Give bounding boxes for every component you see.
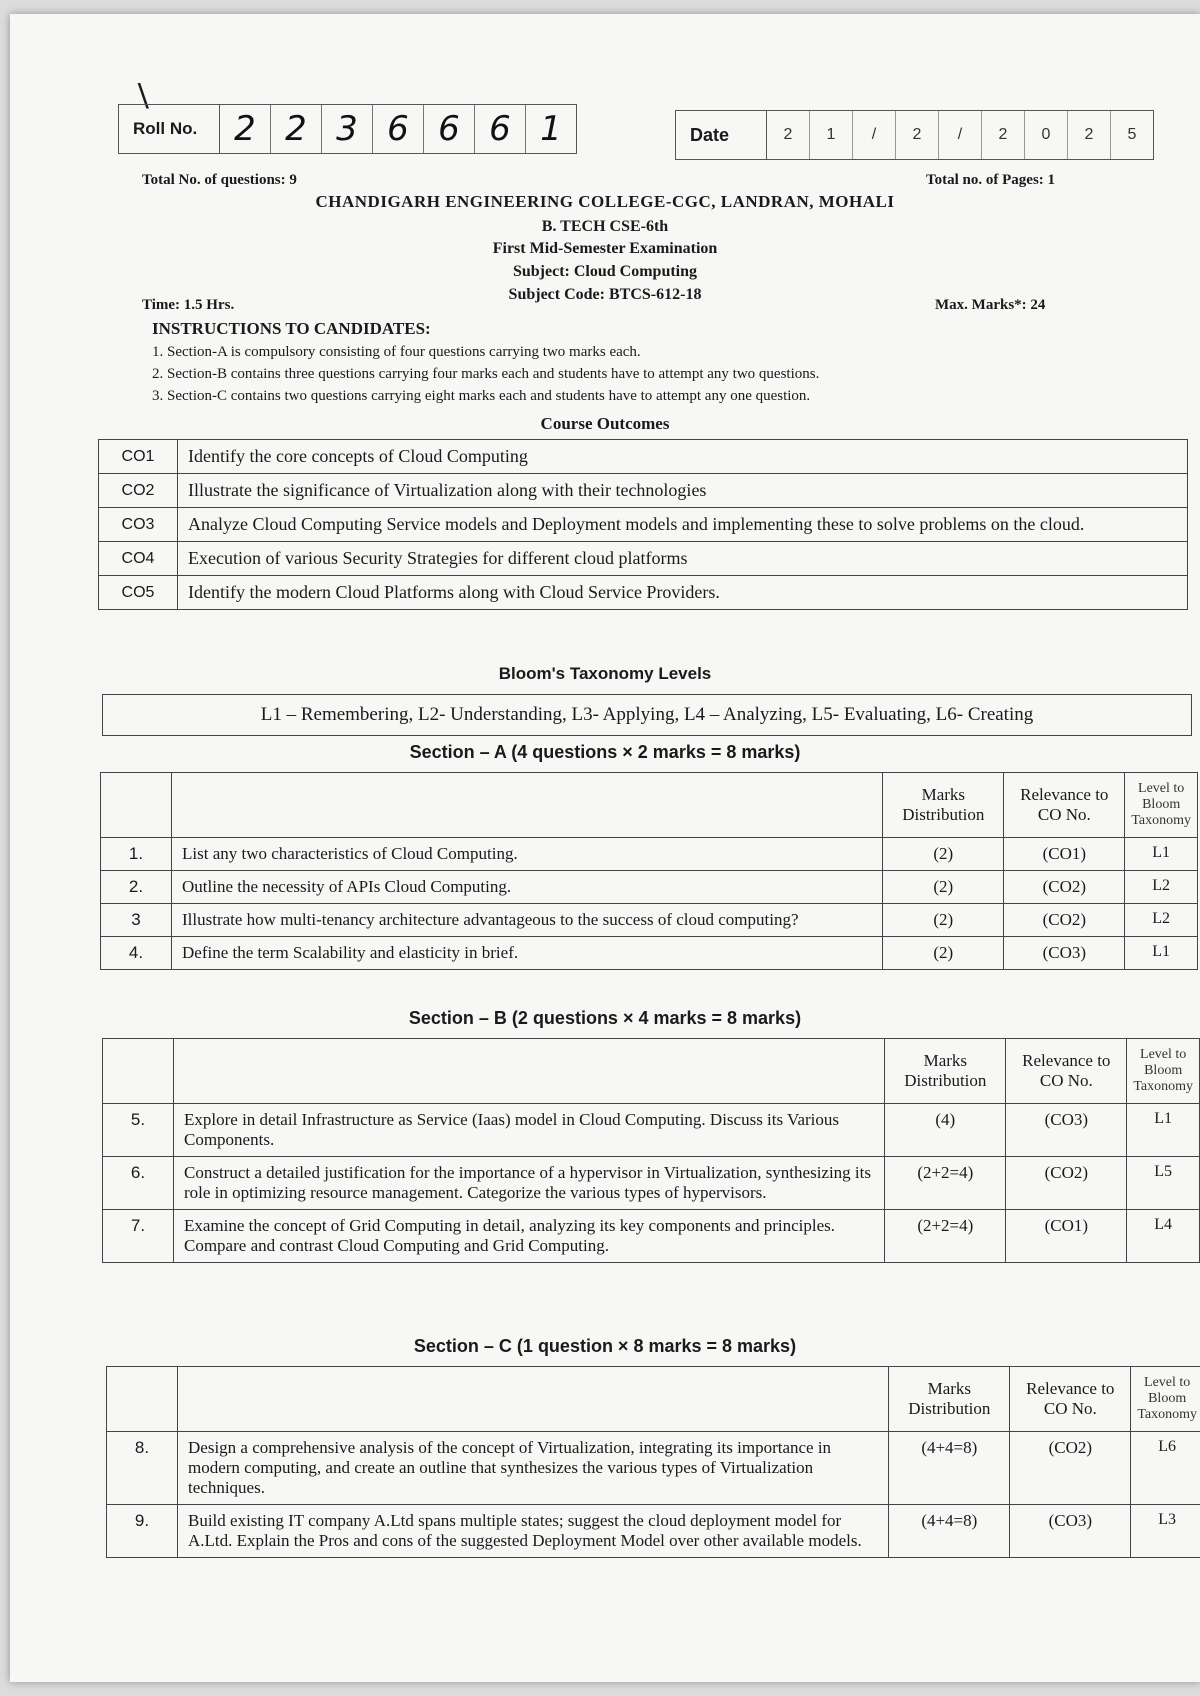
- instruction-item: 2. Section-B contains three questions carrying four marks each and students have to attempt any two questions.: [152, 366, 820, 382]
- table-row: [107, 1505, 1200, 1558]
- question-level: L6: [1131, 1432, 1200, 1505]
- time: Time: 1.5 Hrs.: [142, 297, 235, 313]
- table-row: [99, 508, 1188, 542]
- question-text: Define the term Scalability and elasticity in brief.: [172, 937, 883, 970]
- level-header: Level to Bloom Taxonomy: [1127, 1039, 1200, 1104]
- question-co: (CO3): [1004, 937, 1125, 970]
- instruction-item: 1. Section-A is compulsory consisting of four questions carrying two marks each.: [152, 344, 641, 360]
- table-header-row: [107, 1367, 1200, 1432]
- co-text: Analyze Cloud Computing Service models and Deployment models and implementing these to solve problems on the cloud.: [178, 508, 1188, 542]
- subject: Subject: Cloud Computing: [512, 263, 698, 280]
- question-marks: (2+2=4): [885, 1157, 1006, 1210]
- question-marks: (4+4=8): [889, 1505, 1010, 1558]
- instruction-item: 3. Section-C contains two questions carrying eight marks each and students have to attempt any one question.: [152, 388, 811, 404]
- roll-digit: 2: [220, 105, 271, 153]
- roll-digit: 6: [373, 105, 424, 153]
- date-digit: 2: [982, 111, 1025, 159]
- question-text: Outline the necessity of APIs Cloud Computing.: [172, 871, 883, 904]
- relevance-header: Relevance to CO No.: [1004, 773, 1125, 838]
- date-box: [675, 110, 1154, 160]
- co-code: CO3: [99, 508, 178, 542]
- roll-label: Roll No.: [119, 105, 220, 153]
- table-row: [103, 1157, 1200, 1210]
- question-marks: (2): [883, 871, 1004, 904]
- num-header: [107, 1367, 178, 1432]
- num-header: [101, 773, 172, 838]
- question-level: L1: [1125, 937, 1198, 970]
- date-digit: /: [853, 111, 896, 159]
- table-row: [103, 1210, 1200, 1263]
- question-number: 8.: [107, 1432, 178, 1505]
- total-questions: Total No. of questions: 9: [142, 172, 297, 188]
- table-row: [101, 838, 1198, 871]
- roll-digit: 6: [475, 105, 526, 153]
- question-co: (CO2): [1004, 904, 1125, 937]
- question-level: L4: [1127, 1210, 1200, 1263]
- question-text: List any two characteristics of Cloud Computing.: [172, 838, 883, 871]
- table-row: [103, 1104, 1200, 1157]
- college-name: CHANDIGARH ENGINEERING COLLEGE-CGC, LANDRAN, MOHALI: [315, 192, 895, 211]
- question-header: [172, 773, 883, 838]
- question-number: 5.: [103, 1104, 174, 1157]
- section-c-title: Section – C (1 question × 8 marks = 8 marks): [413, 1336, 797, 1356]
- roll-digit: 6: [424, 105, 475, 153]
- exam-paper: [10, 14, 1200, 1682]
- question-marks: (4): [885, 1104, 1006, 1157]
- total-pages: Total no. of Pages: 1: [926, 172, 1056, 188]
- date-digit: 1: [810, 111, 853, 159]
- co-code: CO1: [99, 440, 178, 474]
- relevance-header: Relevance to CO No.: [1006, 1039, 1127, 1104]
- roll-digit: 1: [540, 109, 562, 149]
- table-row: [99, 542, 1188, 576]
- section-c-table: [106, 1366, 1200, 1558]
- section-b-table: [102, 1038, 1200, 1263]
- question-marks: (4+4=8): [889, 1432, 1010, 1505]
- question-level: L2: [1125, 871, 1198, 904]
- question-marks: (2): [883, 904, 1004, 937]
- question-text: Build existing IT company A.Ltd spans multiple states; suggest the cloud deployment model for A.Ltd. Explain the Pros and cons of the suggested Deployment Model over other available models.: [178, 1505, 889, 1558]
- question-level: L1: [1127, 1104, 1200, 1157]
- course-outcomes-title: Course Outcomes: [540, 414, 670, 433]
- question-co: (CO1): [1006, 1210, 1127, 1263]
- section-b-title: Section – B (2 questions × 4 marks = 8 marks): [408, 1008, 802, 1028]
- table-header-row: [101, 773, 1198, 838]
- date-digit: 0: [1025, 111, 1068, 159]
- num-header: [103, 1039, 174, 1104]
- question-number: 6.: [103, 1157, 174, 1210]
- section-a-table: [100, 772, 1198, 970]
- question-level: L5: [1127, 1157, 1200, 1210]
- co-code: CO4: [99, 542, 178, 576]
- instructions-title: INSTRUCTIONS TO CANDIDATES:: [152, 319, 431, 338]
- table-row: [99, 440, 1188, 474]
- subject-code: Subject Code: BTCS-612-18: [508, 286, 702, 303]
- question-text: Construct a detailed justification for the importance of a hypervisor in Virtualization, synthesizing its role in optimizing resource management. Categorize the various types of hypervisors.: [174, 1157, 885, 1210]
- question-number: 9.: [107, 1505, 178, 1558]
- table-header-row: [103, 1039, 1200, 1104]
- section-a-title: Section – A (4 questions × 2 marks = 8 marks): [409, 742, 801, 762]
- co-code: CO2: [99, 474, 178, 508]
- table-row: [101, 871, 1198, 904]
- question-co: (CO3): [1010, 1505, 1131, 1558]
- question-number: 2.: [101, 871, 172, 904]
- table-row: [107, 1432, 1200, 1505]
- question-number: 1.: [101, 838, 172, 871]
- bloom-title: Bloom's Taxonomy Levels: [498, 664, 712, 683]
- marks-header: Marks Distribution: [885, 1039, 1006, 1104]
- level-header: Level to Bloom Taxonomy: [1125, 773, 1198, 838]
- question-level: L1: [1125, 838, 1198, 871]
- marks-header: Marks Distribution: [889, 1367, 1010, 1432]
- table-row: [101, 937, 1198, 970]
- roll-digit: 3: [322, 105, 373, 153]
- level-header: Level to Bloom Taxonomy: [1131, 1367, 1200, 1432]
- question-co: (CO2): [1004, 871, 1125, 904]
- date-digit: 5: [1127, 126, 1137, 143]
- question-number: 7.: [103, 1210, 174, 1263]
- question-number: 4.: [101, 937, 172, 970]
- bloom-levels: L1 – Remembering, L2- Understanding, L3- Applying, L4 – Analyzing, L5- Evaluating, L6- Creating: [102, 694, 1192, 736]
- question-text: Illustrate how multi-tenancy architecture advantageous to the success of cloud computing?: [172, 904, 883, 937]
- relevance-header: Relevance to CO No.: [1010, 1367, 1131, 1432]
- co-text: Identify the core concepts of Cloud Computing: [178, 440, 1188, 474]
- date-digit: /: [939, 111, 982, 159]
- co-code: CO5: [99, 576, 178, 610]
- roll-digit: 2: [271, 105, 322, 153]
- course-outcomes-table: [98, 439, 1188, 610]
- question-co: (CO3): [1006, 1104, 1127, 1157]
- exam-name: First Mid-Semester Examination: [492, 240, 718, 257]
- marks-header: Marks Distribution: [883, 773, 1004, 838]
- question-text: Examine the concept of Grid Computing in detail, analyzing its key components and principles. Compare and contrast Cloud Computing and Grid Computing.: [174, 1210, 885, 1263]
- question-level: L3: [1131, 1505, 1200, 1558]
- question-marks: (2+2=4): [885, 1210, 1006, 1263]
- table-row: [101, 904, 1198, 937]
- roll-number-box: [118, 104, 577, 154]
- question-text: Explore in detail Infrastructure as Service (Iaas) model in Cloud Computing. Discuss its Various Components.: [174, 1104, 885, 1157]
- max-marks: Max. Marks*: 24: [935, 297, 1046, 313]
- date-label: Date: [676, 111, 767, 159]
- question-number: 3: [101, 904, 172, 937]
- co-text: Illustrate the significance of Virtualization along with their technologies: [178, 474, 1188, 508]
- table-row: [99, 576, 1188, 610]
- date-digit: 2: [1068, 111, 1111, 159]
- co-text: Identify the modern Cloud Platforms along with Cloud Service Providers.: [178, 576, 1188, 610]
- question-marks: (2): [883, 937, 1004, 970]
- question-co: (CO1): [1004, 838, 1125, 871]
- co-text: Execution of various Security Strategies for different cloud platforms: [178, 542, 1188, 576]
- question-text: Design a comprehensive analysis of the concept of Virtualization, integrating its importance in modern computing, and create an outline that synthesizes the various types of Virtualization techniques.: [178, 1432, 889, 1505]
- question-co: (CO2): [1006, 1157, 1127, 1210]
- question-header: [178, 1367, 889, 1432]
- date-digit: 2: [767, 111, 810, 159]
- table-row: [99, 474, 1188, 508]
- date-digit: 2: [896, 111, 939, 159]
- question-level: L2: [1125, 904, 1198, 937]
- question-header: [174, 1039, 885, 1104]
- pen-mark: \: [138, 75, 149, 117]
- question-marks: (2): [883, 838, 1004, 871]
- program: B. TECH CSE-6th: [541, 218, 669, 235]
- question-co: (CO2): [1010, 1432, 1131, 1505]
